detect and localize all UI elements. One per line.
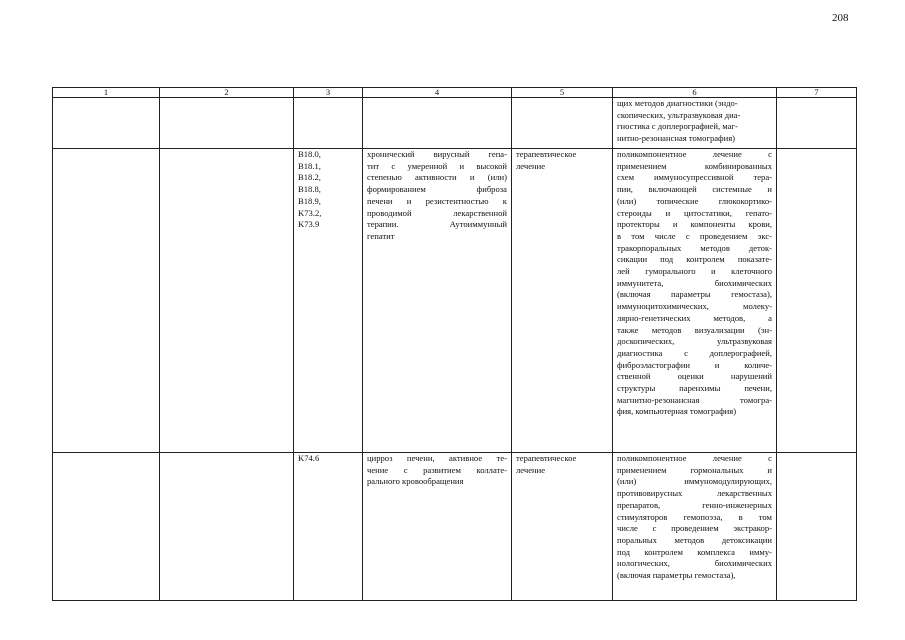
cell-text-line: пии, включающей системные и [617,184,772,195]
profile-cell [53,453,160,601]
diagnosis-cell [363,453,512,601]
cell-text-line: K73.9 [298,219,320,230]
column-number-row [53,88,857,98]
cell-text-line: под контролем комплекса имму- [617,546,772,557]
profile-cell [53,98,160,149]
treatment-methods-cell [613,453,777,601]
cell-text-line: иммуноцитохимических, молеку- [617,301,772,312]
column-number-6: 6 [613,88,777,98]
cell-text-line: лечение [516,160,546,171]
cell-text-line: терапевтическое [516,149,577,159]
cell-text-line: нитно-резонансная томография) [617,133,736,144]
treatment-type-cell [512,98,613,149]
cell-text-line: рального кровообращения [367,476,464,487]
column-number-3: 3 [294,88,363,98]
cell-text-line: гностика с доплерографией, маг- [617,121,738,132]
cell-text-line: поликомпонентное лечение с [617,453,772,463]
cell-text-line: (включая параметры гемостаза), [617,289,772,300]
cell-text-line: B18.8, [298,184,321,195]
cell-text-line: схем иммуносупрессивной тера- [617,172,772,183]
cell-text-line: фиброэластографии и количе- [617,359,772,370]
cell-text-line: применением комбинированных [617,160,772,171]
column-number-5: 5 [512,88,613,98]
column-number-1: 1 [53,88,160,98]
icd-codes-cell [294,453,363,601]
column-number-2: 2 [160,88,294,98]
cell-text-line: стероиды и цитостатики, гепато- [617,207,772,218]
cell-text-line: чение с развитием коллате- [367,464,507,475]
cell-text-line: стимуляторов гемопоэза, в том [617,511,772,522]
cell-text-line: лечение [516,464,546,475]
cell-text-line: лей гуморального и клеточного [617,266,772,277]
cell-text-line: протекторы и компоненты крови, [617,219,772,230]
icd-codes-cell [294,98,363,149]
treatment-methods-cell [613,98,777,149]
cell-text-line: также методов визуализации (эн- [617,324,772,335]
treatment-methods-cell [613,149,777,453]
cell-text-line: терапевтическое [516,453,577,463]
cell-text-line: хронический вирусный гепа- [367,149,507,159]
table-row [53,98,857,149]
cell-text-line: применением гормональных и [617,464,772,475]
cell-text-line: диагностика с доплерографией, [617,347,772,358]
icd-codes-cell [294,149,363,453]
cell-text-line: нологических, биохимических [617,558,772,569]
cell-text-line: противовирусных лекарственных [617,488,772,499]
cell-text-line: B18.1, [298,160,321,171]
cell-text-line: в том числе с проведением экс- [617,230,772,241]
cell-text-line: B18.0, [298,149,321,159]
norm-cell [777,453,857,601]
column-number-4: 4 [363,88,512,98]
cell-text-line: гепатит [367,230,395,241]
cell-text-line: фия, компьютерная томография) [617,406,737,417]
procedure-group-cell [160,98,294,149]
norm-cell [777,98,857,149]
cell-text-line: (или) иммуномодулирующих, [617,476,772,487]
cell-text-line: щих методов диагностики (эндо- [617,98,738,108]
cell-text-line: проводимой лекарственной [367,207,507,218]
treatment-type-cell [512,453,613,601]
cell-text-line: (или) топические глюкокортико- [617,195,772,206]
diagnosis-cell [363,98,512,149]
cell-text-line: степенью активности и (или) [367,172,507,183]
cell-text-line: поральных методов детоксикации [617,534,772,545]
cell-text-line: структуры паренхимы печени, [617,383,772,394]
cell-text-line: скопических, ультразвуковая диа- [617,109,741,120]
table-row [53,453,857,601]
cell-text-line: поликомпонентное лечение с [617,149,772,159]
norm-cell [777,149,857,453]
cell-text-line: сикации под контролем показате- [617,254,772,265]
treatment-type-cell [512,149,613,453]
cell-text-line: тит с умеренной и высокой [367,160,507,171]
cell-text-line: ственной оценки нарушений [617,371,772,382]
cell-text-line: доскопических, ультразвуковая [617,336,772,347]
cell-text-line: цирроз печени, активное те- [367,453,507,463]
diagnosis-cell [363,149,512,453]
page-number: 208 [832,12,849,24]
profile-cell [53,149,160,453]
cell-text-line: тракорпоральных методов деток- [617,242,772,253]
cell-text-line: магнитно-резонансная томогра- [617,394,772,405]
procedure-group-cell [160,453,294,601]
cell-text-line: B18.9, [298,195,321,206]
cell-text-line: K73.2, [298,207,322,218]
cell-text-line: числе с проведением экстракор- [617,523,772,534]
cell-text-line: печени и резистентностью к [367,195,507,206]
procedure-group-cell [160,149,294,453]
cell-text-line: лярно-генетических методов, а [617,312,772,323]
cell-text-line: B18.2, [298,172,321,183]
medical-care-table [52,87,857,601]
cell-text-line: препаратов, генно-инженерных [617,499,772,510]
cell-text-line: иммунитета, биохимических [617,277,772,288]
cell-text-line: терапии. Аутоиммунный [367,219,507,230]
cell-text-line: формированием фиброза [367,184,507,195]
column-number-7: 7 [777,88,857,98]
cell-text-line: (включая параметры гемостаза), [617,570,736,581]
table-row [53,149,857,453]
cell-text-line: K74.6 [298,453,320,463]
